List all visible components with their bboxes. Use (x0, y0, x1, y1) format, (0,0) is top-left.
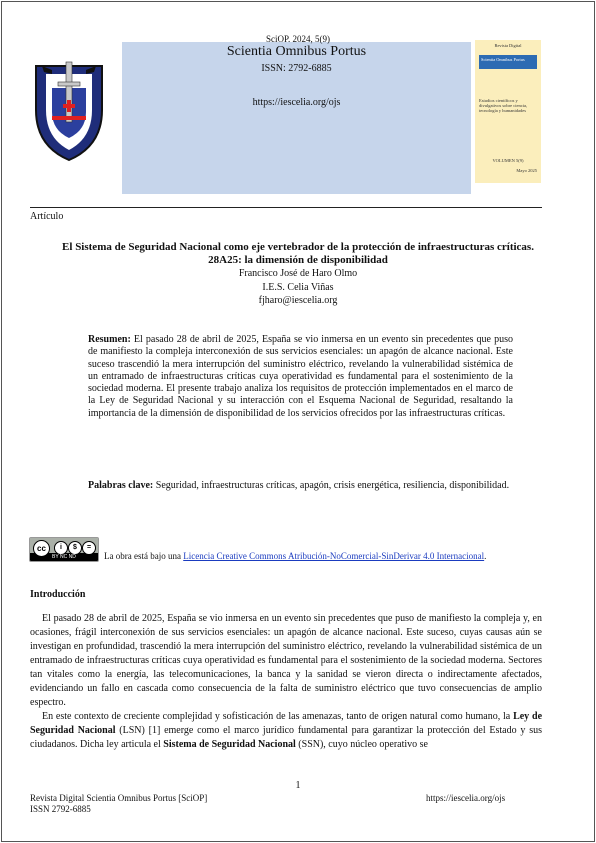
article-title (40, 241, 556, 267)
license-notice (104, 551, 486, 561)
cc-nd-icon: = (82, 541, 96, 555)
author-email[interactable]: fjharo@iescelia.org (258, 295, 338, 306)
footer-url[interactable]: https://iescelia.org/ojs (426, 793, 506, 803)
cc-by-icon: i (54, 541, 68, 555)
journal-url[interactable]: https://iescelia.org/ojs (252, 97, 341, 108)
cover-title: Scientia Omnibus Portus (481, 57, 525, 62)
journal-citation: SciOP. 2024, 5(9) (265, 34, 330, 44)
footer-journal-info (30, 793, 207, 815)
cover-top-label: Revista Digital (494, 43, 522, 48)
footer-journal-name: Revista Digital Scientia Omnibus Portus [SciOP] (30, 793, 208, 803)
article-type-label: Artículo (30, 211, 64, 222)
author-name: Francisco José de Haro Olmo (238, 268, 358, 279)
author-affiliation: I.E.S. Celia Viñas (262, 282, 334, 293)
cover-title-bar (479, 55, 537, 69)
cover-subtitle: Estudios científicos y divulgativos sobre ciencia, tecnología y humanidades (479, 98, 528, 113)
license-suffix: . (484, 551, 487, 561)
keywords-label: Palabras clave: (88, 480, 154, 491)
intro-paragraph-1: El pasado 28 de abril de 2025, España se vio inmersa en un evento sin precedentes que puso de manifiesto la compleja y, en ocasiones, frágil interconexión de sus servicios esenciales: un apagón de alcance nacional. Este suceso, cuyas causas aún se investigan en profundidad, trascendió la mera interrupción del suministro eléctrico, revelando la vulnerabilidad sistémica de un entramado de infraestructuras críticas cuya operatividad es fundamental para el sostenimiento de la sociedad moderna. Sectores tan vitales como la energía, las telecomunicaciones, la banca y la sanidad se vieron directa o indirectamente afectados, evidenciando un fallo en cascada como consecuencia de la falta de suministro eléctrico que tuvo consecuencias de amplio espectro. (30, 613, 542, 708)
cc-badge-text: BY NC ND (52, 554, 76, 560)
cc-license-badge[interactable] (29, 537, 99, 562)
intro-p2-bold-lsn: Ley de Seguridad Nacional (30, 711, 543, 736)
cc-nc-icon: $ (68, 541, 82, 555)
section-heading-introduccion: Introducción (30, 589, 86, 600)
cover-volume: VOLUMEN 5(9) (492, 158, 524, 163)
introduction-body (30, 612, 542, 752)
cc-logo-icon: cc (33, 540, 50, 557)
school-logo-shield (32, 60, 106, 164)
cover-date: Mayo 2025 (516, 168, 537, 173)
article-title-line2: 28A25: la dimensión de disponibilidad (208, 254, 388, 266)
license-prefix: La obra está bajo una (104, 551, 181, 561)
abstract-label: Resumen: (88, 334, 131, 345)
intro-paragraph-2 (30, 710, 542, 752)
abstract-text: El pasado 28 de abril de 2025, España se vio inmersa en un evento sin precedentes que puso de manifiesto la compleja interconexión de sus servicios esenciales: un apagón de alcance nacional. Este suceso trascendió la mera interrupción del suministro eléctrico, revelando la vulnerabilidad sistémica de un entramado de infraestructuras críticas cuya operatividad es fundamental para el sostenimiento de la sociedad moderna. El presente trabajo analiza los requisitos de protección implementados en el marco de la Ley de Seguridad Nacional y su interacción con el Esquema Nacional de Seguridad, resaltando la importancia de la dimensión de disponibilidad de los servicios ofrecidos por las infraestructuras críticas. (88, 334, 513, 419)
intro-p2-text-c: (SSN), cuyo núcleo operativo se (295, 739, 428, 750)
license-link[interactable]: Licencia Creative Commons Atribución-NoComercial-SinDerivar 4.0 Internacional (183, 551, 485, 561)
footer-issn: ISSN 2792-6885 (30, 804, 91, 814)
journal-cover-thumbnail (475, 40, 541, 183)
header-rule (30, 207, 542, 208)
intro-p2-bold-ssn: Sistema de Seguridad Nacional (163, 739, 296, 750)
article-title-line1: El Sistema de Seguridad Nacional como eje vertebrador de la protección de infraestructuras críticas. (62, 241, 534, 253)
abstract (88, 334, 513, 420)
keywords-text: Seguridad, infraestructuras críticas, apagón, crisis energética, resiliencia, disponibilidad. (155, 480, 510, 491)
intro-p2-text-a: En este contexto de creciente complejidad y sofisticación de las amenazas, tanto de origen natural como humano, la (42, 711, 514, 722)
journal-issn: ISSN: 2792-6885 (261, 63, 332, 74)
keywords (88, 480, 513, 492)
journal-title: Scientia Omnibus Portus (226, 44, 367, 59)
intro-p2-text-b: (LSN) [1] emerge como el marco jurídico fundamental para garantizar la protección del Estado y sus ciudadanos. Dicha ley articula el (30, 725, 542, 750)
page-number: 1 (295, 780, 301, 791)
